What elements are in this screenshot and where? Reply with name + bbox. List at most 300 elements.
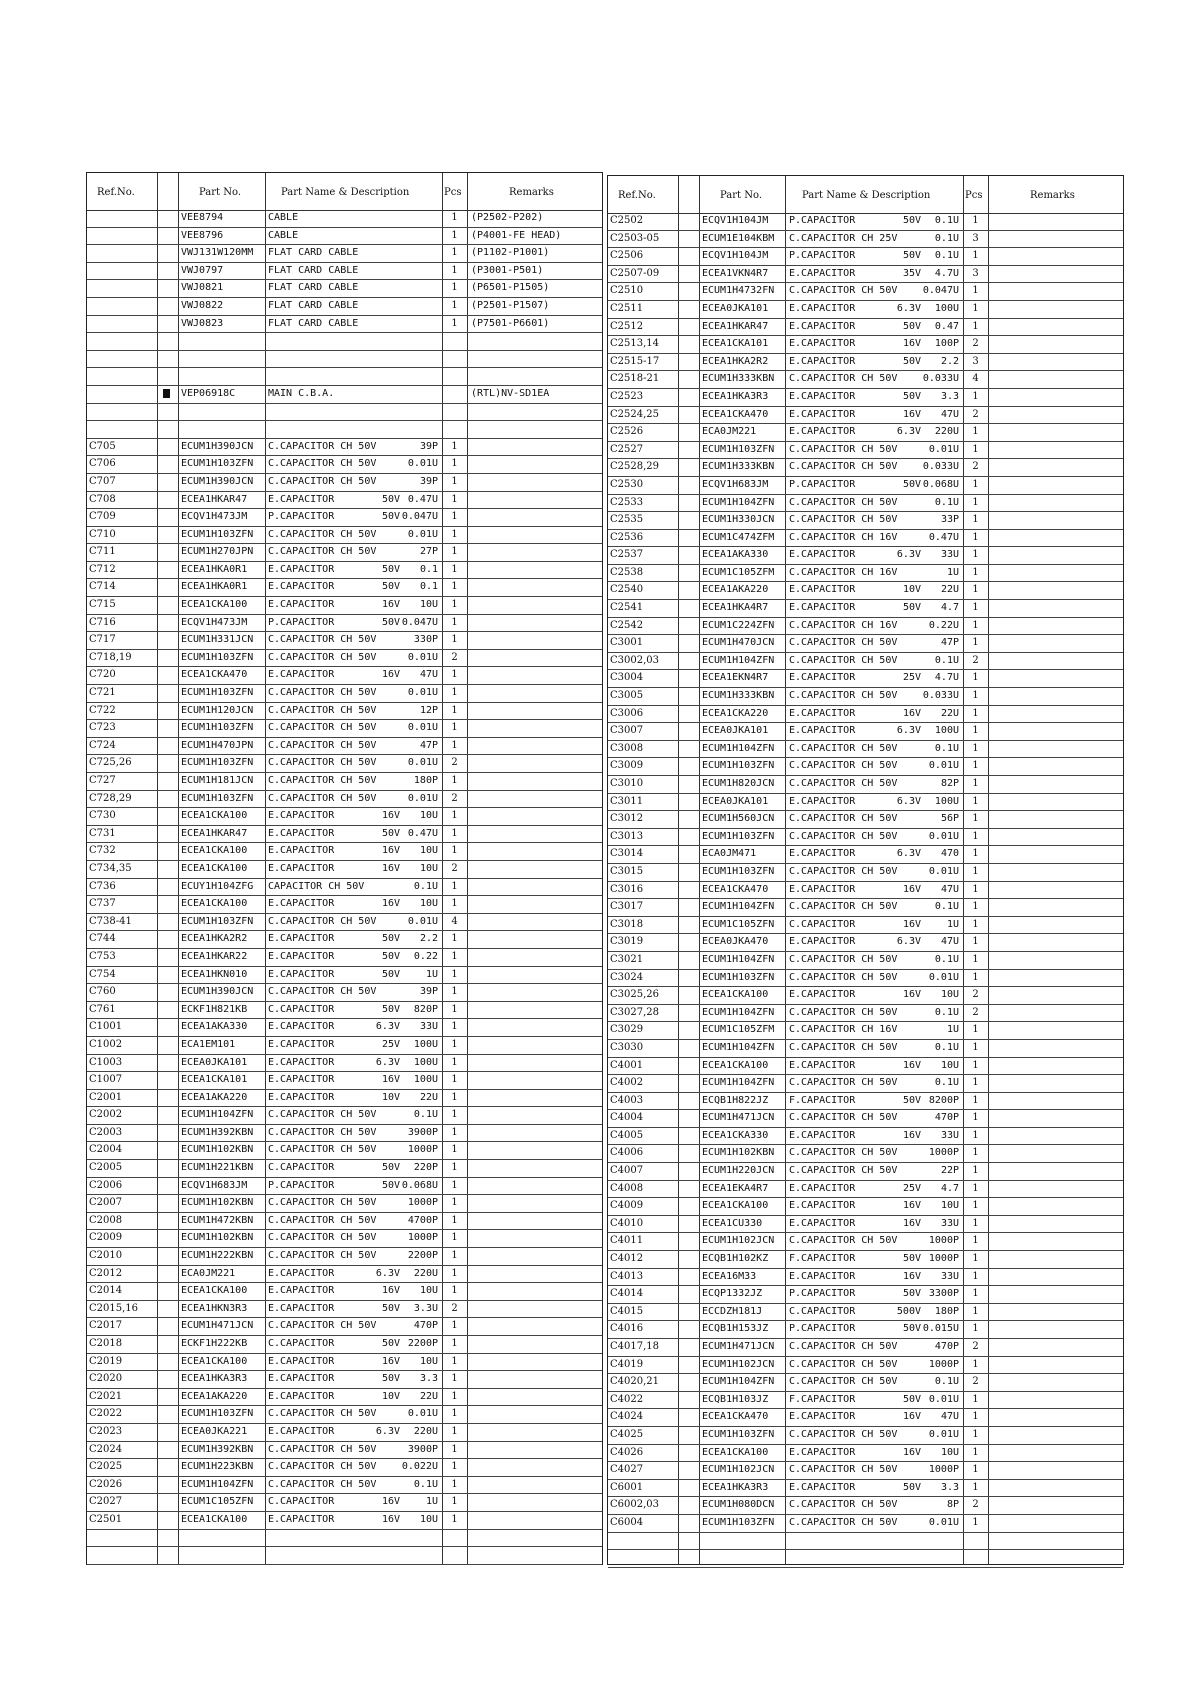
table-row [608,952,1123,970]
voltage-rating: 10V [381,1390,400,1402]
pcs-count: 1 [972,1235,979,1247]
ref-no: C744 [89,933,116,945]
part-no: VWJ0797 [181,264,224,276]
capacitance-value: 3.3 [940,390,959,402]
ref-no: C734,35 [89,862,132,874]
ref-no: C4011 [610,1235,644,1247]
part-no: ECEA1CKA100 [702,1200,769,1212]
part-no: ECUM1H390JCN [181,475,254,487]
pcs-count: 1 [451,229,458,241]
pcs-count: 1 [972,285,979,297]
capacitance-value: 0.01U [928,971,959,983]
part-no: ECEA1EKA4R7 [702,1182,769,1194]
ref-no: C3004 [610,672,644,684]
part-no: ECUM1H390JCN [181,986,254,998]
table-row [608,864,1123,882]
pcs-count: 1 [972,971,979,983]
ref-no: C4026 [610,1446,644,1458]
part-description: E.CAPACITOR [789,936,856,948]
part-description: P.CAPACITOR [789,478,856,490]
part-no: ECQV1H473JM [181,616,248,628]
part-description: E.CAPACITOR [789,1059,856,1071]
ref-no: C720 [89,669,116,681]
part-description: FLAT CARD CABLE [268,299,359,311]
part-no: ECUM1H104ZFN [702,1006,775,1018]
part-no: ECUM1H103ZFN [181,1408,254,1420]
ref-no: C1002 [89,1038,123,1050]
ref-no: C2019 [89,1355,123,1367]
part-no: ECUM1H104ZFN [702,953,775,965]
pcs-count: 1 [451,1513,458,1525]
table-row [608,917,1123,935]
pcs-count: 1 [972,302,979,314]
table-row [87,386,602,404]
ref-no: C2003 [89,1126,123,1138]
part-description: E.CAPACITOR [268,1390,335,1402]
pcs-count: 1 [451,546,458,558]
pcs-count: 1 [451,1443,458,1455]
part-no: ECEA1CKA101 [181,1074,248,1086]
pcs-count: 1 [451,1038,458,1050]
ref-no: C3021 [610,953,644,965]
ref-no: C2024 [89,1443,123,1455]
voltage-rating: 50V [381,1162,400,1174]
pcs-count: 1 [972,725,979,737]
ref-no: C2021 [89,1390,123,1402]
ref-no: C2510 [610,285,644,297]
table-row [608,442,1123,460]
ref-no: C2536 [610,531,644,543]
part-description: C.CAPACITOR CH 50V [789,461,898,473]
capacitance-value: 0.01U [928,865,959,877]
ref-no: C3016 [610,883,644,895]
capacitance-value: 0.1 [419,581,438,593]
part-no: ECUM1H104ZFN [702,1376,775,1388]
ref-no: C3019 [610,936,644,948]
ref-no: C4007 [610,1165,644,1177]
table-row [608,1005,1123,1023]
table-row [87,1142,602,1160]
pcs-count: 2 [451,1302,458,1314]
part-description: C.CAPACITOR CH 16V [789,531,898,543]
pcs-count: 1 [972,707,979,719]
voltage-rating: 6.3V [896,549,921,561]
part-no: ECEA0JKA470 [702,936,769,948]
capacitance-value: 10U [419,862,438,874]
voltage-rating: 50V [381,493,400,505]
voltage-rating: 16V [381,810,400,822]
voltage-rating: 16V [902,338,921,350]
part-no: ECUM1H471JCN [702,1112,775,1124]
capacitance-value: 0.47U [407,493,438,505]
voltage-rating: 16V [902,989,921,1001]
part-no: ECEA1VKN4R7 [702,267,769,279]
capacitance-value: 0.1U [413,1478,438,1490]
ref-no: C2537 [610,549,644,561]
part-no: ECUM1H471JCN [181,1320,254,1332]
table-row [87,615,602,633]
voltage-rating: 50V [381,1179,400,1191]
capacitance-value: 10U [419,1513,438,1525]
capacitance-value: 47U [940,936,959,948]
part-no: ECUM1C224ZFN [702,619,775,631]
table-row [608,1022,1123,1040]
part-description: C.CAPACITOR CH 50V [789,953,898,965]
part-description: E.CAPACITOR [789,1446,856,1458]
part-no: ECUM1H104ZFN [181,1109,254,1121]
table-row [87,967,602,985]
ref-no: C1007 [89,1074,123,1086]
part-description: C.CAPACITOR [268,1496,335,1508]
table-row [87,914,602,932]
capacitance-value: 0.01U [928,830,959,842]
ref-no: C2502 [610,215,644,226]
part-description: E.CAPACITOR [789,883,856,895]
part-description: E.CAPACITOR [789,1129,856,1141]
capacitance-value: 22U [419,1390,438,1402]
capacitance-value: 22U [940,584,959,596]
table-row [87,245,602,263]
ref-no: C4015 [610,1305,644,1317]
pcs-count: 1 [451,1355,458,1367]
part-description: C.CAPACITOR CH 50V [789,1235,898,1247]
pcs-count: 1 [451,616,458,628]
table-row [608,231,1123,249]
part-no: ECQB1H102KZ [702,1253,769,1265]
part-no: ECUM1H472KBN [181,1214,254,1226]
part-no: ECQV1H104JM [702,250,769,262]
part-no: ECQP1332JZ [702,1288,763,1300]
ref-no: C707 [89,475,116,487]
part-no: ECEA1AKA220 [181,1091,248,1103]
capacitance-value: 220U [934,426,959,438]
part-description: E.CAPACITOR [789,390,856,402]
pcs-count: 1 [972,690,979,702]
pcs-count: 1 [451,475,458,487]
part-description: E.CAPACITOR [789,989,856,1001]
table-row [87,1213,602,1231]
ref-no: C4024 [610,1411,644,1423]
voltage-rating: 50V [381,1373,400,1385]
capacitance-value: 0.47U [407,827,438,839]
ref-no: C3027,28 [610,1006,660,1018]
part-no: ECQV1H683JM [181,1179,248,1191]
capacitance-value: 100U [413,1074,438,1086]
ref-no: C709 [89,511,116,523]
pcs-count: 2 [972,1499,979,1511]
pcs-count: 1 [972,742,979,754]
part-description: C.CAPACITOR CH 50V [789,514,898,526]
ref-no: C2528,29 [610,461,660,473]
pcs-count: 1 [972,1358,979,1370]
table-row [608,1533,1123,1551]
pcs-count: 1 [451,968,458,980]
capacitance-value: 33U [419,1021,438,1033]
table-row [608,723,1123,741]
pcs-count: 1 [451,1003,458,1015]
table-row [87,1283,602,1301]
ref-no: C2027 [89,1496,123,1508]
part-no: ECUM1H4732FN [702,285,775,297]
ref-no: C711 [89,546,116,558]
part-no: ECUM1H103ZFN [181,651,254,663]
pcs-count: 2 [451,862,458,874]
part-no: ECA0JM221 [702,426,757,438]
part-no: ECUM1H102JCN [702,1235,775,1247]
ref-no: C723 [89,722,116,734]
capacitance-value: 33U [940,1217,959,1229]
table-row [87,1055,602,1073]
part-description: C.CAPACITOR CH 50V [268,704,377,716]
part-no: ECEA0JKA101 [702,725,769,737]
part-no: ECUM1C105ZFM [702,566,775,578]
pcs-count: 1 [972,1393,979,1405]
part-no: ECEA16M33 [702,1270,757,1282]
table-row [87,843,602,861]
voltage-rating: 16V [902,1129,921,1141]
part-description: E.CAPACITOR [268,827,335,839]
part-description: E.CAPACITOR [268,1038,335,1050]
remarks: (P1102-P1001) [471,247,550,259]
remarks: (RTL)NV-SD1EA [471,387,550,399]
table-row [608,1093,1123,1111]
table-row [87,1547,602,1565]
ref-no: C2530 [610,478,644,490]
capacitance-value: 10U [419,898,438,910]
part-description: P.CAPACITOR [789,250,856,262]
pcs-count: 1 [451,299,458,311]
ref-no: C4012 [610,1253,644,1265]
table-row [608,882,1123,900]
pcs-count: 1 [451,1425,458,1437]
table-row [87,1530,602,1548]
table-row [87,1406,602,1424]
capacitance-value: 47U [419,669,438,681]
part-description: E.CAPACITOR [268,563,335,575]
ref-no: C753 [89,950,116,962]
table-row [87,861,602,879]
capacitance-value: 33U [940,549,959,561]
ref-no: C6004 [610,1516,644,1528]
part-no: ECUM1H222KBN [181,1250,254,1262]
capacitance-value: 180P [934,1305,959,1317]
table-row [608,459,1123,477]
part-description: C.CAPACITOR CH 16V [789,1024,898,1036]
part-description: P.CAPACITOR [268,511,335,523]
capacitance-value: 0.1U [934,1006,959,1018]
pcs-count: 1 [972,672,979,684]
voltage-rating: 50V [381,511,400,523]
voltage-rating: 50V [381,1302,400,1314]
table-row [608,354,1123,372]
table-row [87,1195,602,1213]
ref-no: C3002,03 [610,654,660,666]
ref-no: C2542 [610,619,644,631]
table-row [608,987,1123,1005]
ref-no: C708 [89,493,116,505]
ref-no: C3029 [610,1024,644,1036]
capacitance-value: 0.1U [413,880,438,892]
table-row [608,1181,1123,1199]
ref-no: C730 [89,810,116,822]
capacitance-value: 47U [940,883,959,895]
part-description: C.CAPACITOR CH 50V [268,528,377,540]
part-no: ECEA1HKA2R2 [702,355,769,367]
ref-no: C2017 [89,1320,123,1332]
part-description: E.CAPACITOR [268,898,335,910]
part-description: C.CAPACITOR CH 50V [789,1499,898,1511]
part-description: C.CAPACITOR CH 50V [789,1341,898,1352]
capacitance-value: 2.2 [940,355,959,367]
ref-no: C4016 [610,1323,644,1335]
table-row [608,213,1123,231]
ref-no: C2010 [89,1250,123,1262]
part-no: ECEA1CKA100 [181,898,248,910]
header-ref: Ref.No. [97,187,135,198]
part-no: ECEA1AKA330 [181,1021,248,1033]
voltage-rating: 25V [902,672,921,684]
voltage-rating: 50V [381,563,400,575]
part-description: C.CAPACITOR CH 50V [789,285,898,297]
capacitance-value: 0.1U [934,742,959,754]
capacitance-value: 10U [940,1059,959,1071]
part-no: ECEA1HKAR47 [702,320,769,332]
part-description: C.CAPACITOR CH 50V [268,1408,377,1420]
part-no: ECEA1CKA220 [702,707,769,719]
remarks: (P2501-P1507) [471,299,550,311]
voltage-rating: 6.3V [896,848,921,860]
part-no: ECUM1H221KBN [181,1162,254,1174]
pcs-count: 1 [972,1288,979,1300]
part-description: E.CAPACITOR [789,725,856,737]
ref-no: C4022 [610,1393,644,1405]
table-row [87,1090,602,1108]
pcs-count: 1 [972,813,979,825]
part-description: C.CAPACITOR CH 50V [268,1443,377,1455]
ref-no: C2001 [89,1091,123,1103]
part-no: VWJ0823 [181,317,224,329]
table-row [87,439,602,457]
part-no: ECUM1H103ZFN [702,443,775,455]
voltage-rating: 50V [381,933,400,945]
table-row [608,336,1123,354]
ref-no: C2012 [89,1267,123,1279]
ref-no: C2518-21 [610,373,660,385]
part-no: ECUM1H080DCN [702,1499,775,1511]
part-description: P.CAPACITOR [789,215,856,226]
pcs-count: 1 [972,320,979,332]
pcs-count: 2 [972,408,979,420]
part-description: C.CAPACITOR [268,1162,335,1174]
header-remarks: Remarks [509,187,554,198]
part-no: ECEA1HKA0R1 [181,581,248,593]
table-row [608,1163,1123,1181]
ref-no: C2004 [89,1144,123,1156]
pcs-count: 1 [972,1217,979,1229]
part-no: ECEA1CKA100 [181,845,248,857]
capacitance-value: 3.3 [419,1373,438,1385]
part-no: ECUM1E104KBM [702,232,775,244]
part-no: ECUM1H104ZFN [702,654,775,666]
table-row [608,1497,1123,1515]
voltage-rating: 35V [902,267,921,279]
part-no: ECEA1HKA3R3 [702,390,769,402]
pcs-count: 2 [451,792,458,804]
ref-no: C738-41 [89,915,132,927]
table-row [87,1266,602,1284]
pcs-count: 1 [972,936,979,948]
part-no: ECEA1HKAR47 [181,493,248,505]
part-description: C.CAPACITOR CH 50V [789,443,898,455]
voltage-rating: 16V [902,883,921,895]
pcs-count: 1 [451,950,458,962]
pcs-count: 1 [451,775,458,786]
part-no: ECUM1H392KBN [181,1126,254,1138]
part-description: E.CAPACITOR [268,1021,335,1033]
ref-no: C712 [89,563,116,575]
part-no: ECEA1HKA3R3 [702,1481,769,1493]
ref-no: C3015 [610,865,644,877]
capacitance-value: 39P [419,986,438,998]
table-row [87,720,602,738]
capacitance-value: 220P [413,1162,438,1174]
table-row [608,1110,1123,1128]
part-no: ECEA1AKA220 [702,584,769,596]
table-row [87,404,602,422]
capacitance-value: 10U [940,989,959,1001]
pcs-count: 1 [451,687,458,699]
capacitance-value: 0.068U [401,1179,438,1191]
rows-left [87,210,602,1565]
capacitance-value: 0.033U [922,461,959,473]
capacitance-value: 22U [940,707,959,719]
part-no: ECUM1H104ZFN [702,1077,775,1089]
capacitance-value: 47P [940,637,959,649]
part-description: C.CAPACITOR CH 50V [789,1041,898,1053]
capacitance-value: 10U [419,1355,438,1367]
ref-no: C760 [89,986,116,998]
part-no: ECUM1H103ZFN [702,865,775,877]
pcs-count: 1 [972,1200,979,1212]
pcs-count: 1 [451,722,458,734]
pcs-count: 1 [972,584,979,596]
ref-no: C2008 [89,1214,123,1226]
capacitance-value: 0.01U [407,757,438,769]
part-description: P.CAPACITOR [789,1323,856,1335]
ref-no: C4014 [610,1288,644,1300]
voltage-rating: 6.3V [375,1021,400,1033]
part-no: ECUM1H104ZFN [181,1478,254,1490]
part-description: C.CAPACITOR CH 50V [789,1358,898,1370]
part-description: C.CAPACITOR CH 50V [268,986,377,998]
ref-no: C6002,03 [610,1499,660,1511]
capacitance-value: 0.022U [401,1461,438,1473]
voltage-rating: 50V [902,320,921,332]
capacitance-value: 4.7U [934,267,959,279]
header-description: Part Name & Description [802,190,931,201]
header-pcs: Pcs [965,190,983,201]
table-row [608,794,1123,812]
pcs-count: 1 [972,1481,979,1493]
capacitance-value: 0.1U [934,953,959,965]
ref-no: C3012 [610,813,644,825]
part-description: C.CAPACITOR CH 50V [268,440,377,452]
table-row [608,846,1123,864]
ref-no: C6001 [610,1481,644,1493]
part-description: C.CAPACITOR CH 50V [268,915,377,927]
part-description: E.CAPACITOR [789,408,856,420]
part-description: E.CAPACITOR [268,810,335,822]
